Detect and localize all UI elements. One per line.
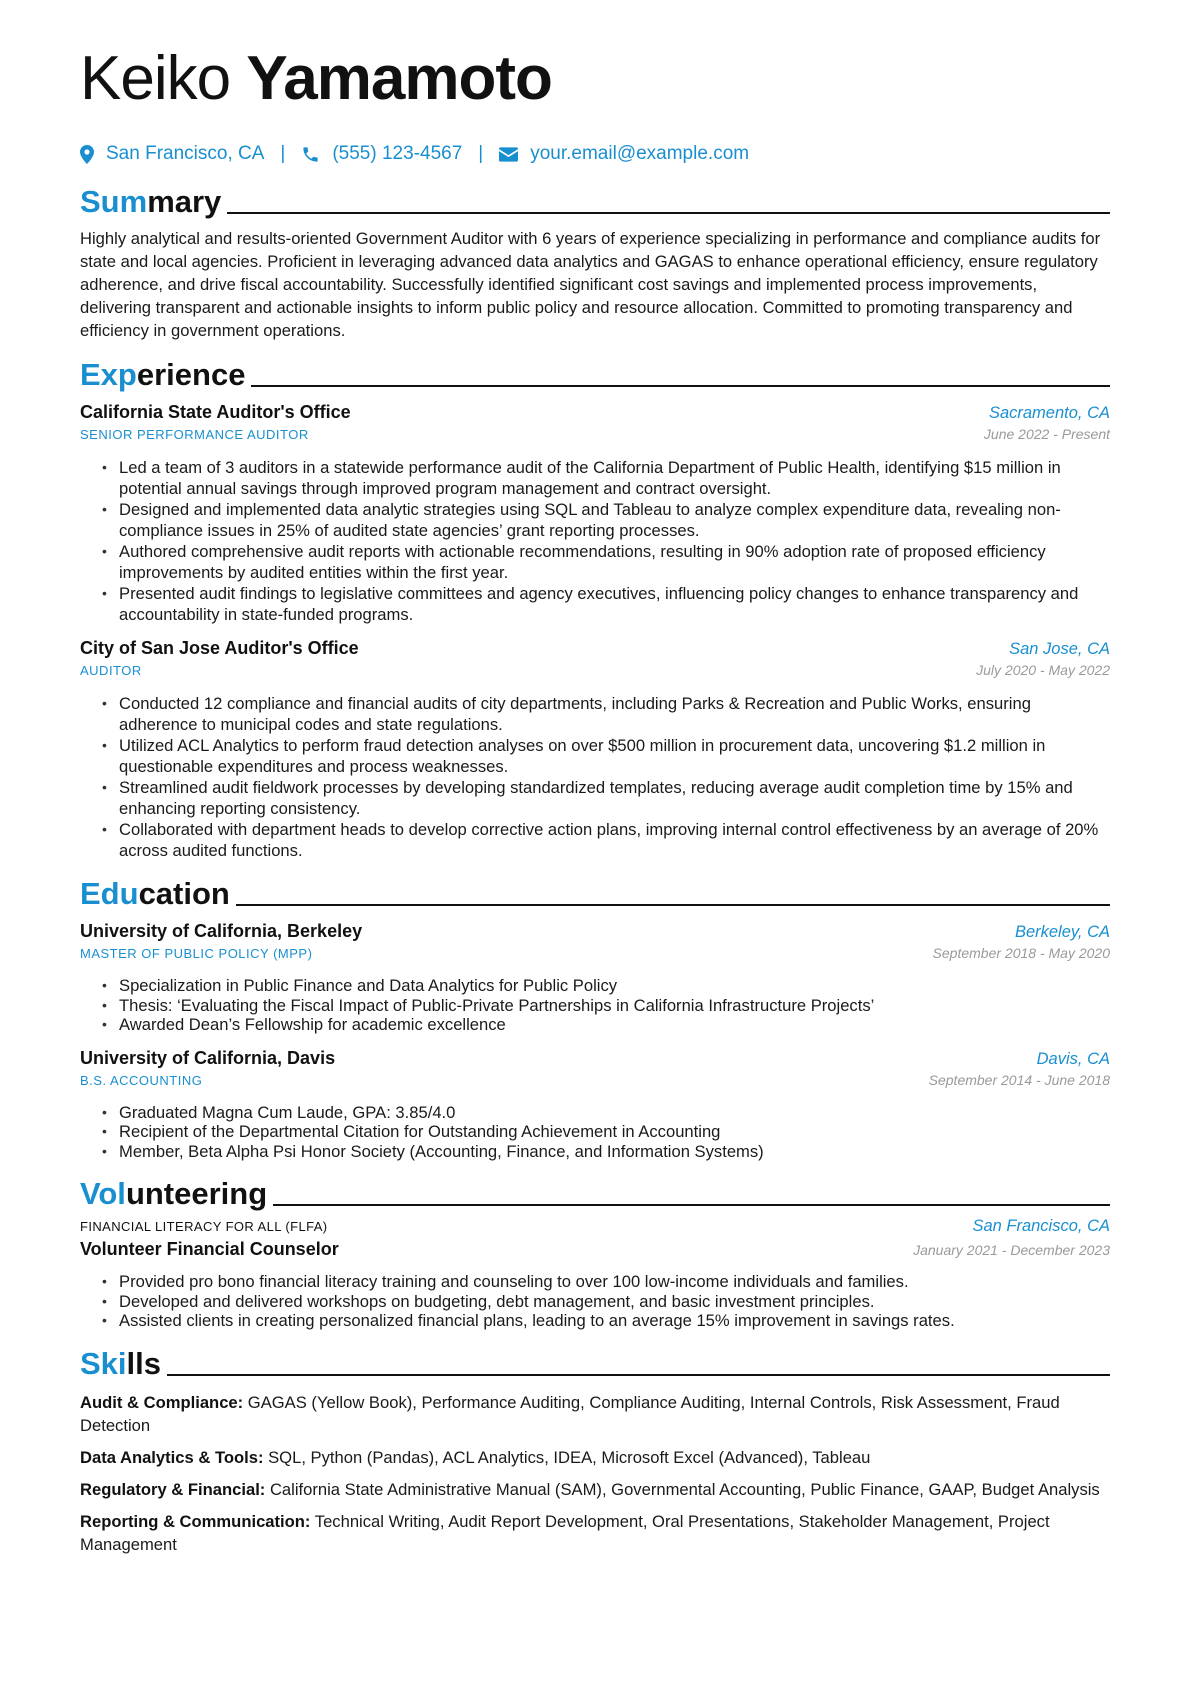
volunteering-entry <box>80 1216 1110 1331</box>
experience-entry <box>80 401 1110 625</box>
section-divider <box>167 1374 1110 1376</box>
skill-line <box>80 1510 1110 1556</box>
bullet-item: • Member, Beta Alpha Psi Honor Society (Accounting, Finance, and Information Systems) <box>102 1142 1110 1162</box>
entry-date: June 2022 - Present <box>983 426 1110 442</box>
summary-text: Highly analytical and results-oriented Government Auditor with 6 years of experience specializing in performance and compliance audits for state and local agencies. Proficient in leveraging advanced data analytics and GAGAS to enhance operational efficiency, ensure regulatory adherence, and drive fiscal accountability. Successfully identified significant cost savings and implemented process improvements, delivering transparent and actionable insights to inform public policy and resource allocation. Committed to promoting transparency and efficiency in government operations. <box>80 229 1101 340</box>
bullet-item: • Specialization in Public Finance and Data Analytics for Public Policy <box>102 976 1110 996</box>
entry-location: Davis, CA <box>1036 1049 1110 1068</box>
section-header <box>80 180 1110 220</box>
bullet-item: • Led a team of 3 auditors in a statewide performance audit of the California Department of Public Health, identifying $15 million in potential annual savings through improved program management and contract oversight. <box>102 457 1110 499</box>
entry-date: September 2018 - May 2020 <box>932 945 1110 961</box>
degree: MASTER OF PUBLIC POLICY (MPP) <box>80 946 313 961</box>
entry-location: Sacramento, CA <box>988 404 1110 422</box>
volunteer-organization: FINANCIAL LITERACY FOR ALL (FLFA) <box>80 1219 328 1234</box>
first-name: Keiko <box>80 44 231 113</box>
skill-text: Technical Writing, Audit Report Development, Oral Presentations, Stakeholder Management, Project Management <box>80 1511 1050 1554</box>
education-entry <box>80 920 1110 1035</box>
employer-name: City of San Jose Auditor's Office <box>80 638 359 658</box>
experience-entry <box>80 637 1110 861</box>
phone-text: (555) 123-4567 <box>332 143 463 164</box>
section-title-summary: Summary <box>80 184 222 219</box>
skills-section <box>80 1342 1110 1556</box>
skill-line <box>80 1478 1110 1501</box>
candidate-name <box>80 42 1110 116</box>
bullet-list <box>80 1103 1110 1162</box>
skill-label: Data Analytics & Tools: <box>80 1447 264 1467</box>
map-pin-icon <box>80 145 94 164</box>
volunteer-role: Volunteer Financial Counselor <box>80 1239 339 1259</box>
contact-phone[interactable] <box>301 143 462 165</box>
bullet-item: • Utilized ACL Analytics to perform fraud detection analyses on over $500 million in procurement data, uncovering $1.2 million in questionable expenditures and process weaknesses. <box>102 735 1110 777</box>
skill-text: California State Administrative Manual (SAM), Governmental Accounting, Public Finance, GAAP, Budget Analysis <box>265 1479 1100 1499</box>
phone-icon <box>301 145 320 164</box>
skill-text: GAGAS (Yellow Book), Performance Auditing, Compliance Auditing, Internal Controls, Risk Assessment, Fraud Detection <box>80 1392 1060 1435</box>
experience-section <box>80 353 1110 861</box>
contact-separator: | <box>478 143 484 164</box>
school-name: University of California, Davis <box>80 1047 336 1068</box>
job-title: SENIOR PERFORMANCE AUDITOR <box>80 427 309 442</box>
bullet-item: • Authored comprehensive audit reports with actionable recommendations, resulting in 90% adoption rate of proposed efficiency improvements by audited entities within the first year. <box>102 541 1110 583</box>
section-header <box>80 872 1110 912</box>
section-divider <box>236 904 1110 906</box>
bullet-item: • Graduated Magna Cum Laude, GPA: 3.85/4.0 <box>102 1103 1110 1123</box>
section-title-education: Education <box>80 876 230 911</box>
section-divider <box>227 212 1110 214</box>
bullet-item: • Presented audit findings to legislative committees and agency executives, influencing policy changes to enhance transparency and accountability in state-funded programs. <box>102 583 1110 625</box>
degree: B.S. ACCOUNTING <box>80 1072 203 1088</box>
location-text: San Francisco, CA <box>106 143 265 164</box>
education-section <box>80 872 1110 1161</box>
bullet-item: • Developed and delivered workshops on budgeting, debt management, and basic investment principles. <box>102 1292 1110 1312</box>
bullet-list <box>80 976 1110 1035</box>
summary-section <box>80 180 1110 342</box>
section-title-volunteering: Volunteering <box>80 1176 268 1211</box>
entry-location: Berkeley, CA <box>1014 923 1110 941</box>
bullet-item: • Provided pro bono financial literacy training and counseling to over 100 low-income individuals and families. <box>102 1272 1110 1292</box>
entry-location: San Jose, CA <box>1009 640 1110 658</box>
bullet-item: • Collaborated with department heads to develop corrective action plans, improving internal control effectiveness by an average of 20% across audited functions. <box>102 819 1110 861</box>
section-header <box>80 353 1110 393</box>
bullet-item: • Designed and implemented data analytic strategies using SQL and Tableau to analyze complex expenditure data, revealing non-compliance issues in 25% of audited state agencies’ grant reporting processes. <box>102 499 1110 541</box>
bullet-item: • Thesis: ‘Evaluating the Fiscal Impact of Public-Private Partnerships in California Infrastructure Projects’ <box>102 996 1110 1016</box>
bullet-list <box>80 457 1110 625</box>
entry-location: San Francisco, CA <box>972 1217 1110 1235</box>
bullet-item: • Streamlined audit fieldwork processes by developing standardized templates, reducing average audit completion time by 15% and enhancing reporting consistency. <box>102 777 1110 819</box>
volunteering-section <box>80 1172 1110 1331</box>
section-divider <box>251 385 1110 387</box>
employer-name: California State Auditor's Office <box>80 402 351 422</box>
entry-date: September 2014 - June 2018 <box>928 1071 1110 1088</box>
email-link: your.email@example.com <box>530 143 750 164</box>
bullet-list <box>80 693 1110 861</box>
contact-separator: | <box>280 143 286 164</box>
entry-date: January 2021 - December 2023 <box>913 1242 1110 1258</box>
section-header <box>80 1342 1110 1382</box>
contact-email[interactable] <box>499 143 749 165</box>
skill-line <box>80 1391 1110 1437</box>
bullet-item: • Recipient of the Departmental Citation for Outstanding Achievement in Accounting <box>102 1122 1110 1142</box>
envelope-icon <box>499 147 518 162</box>
skill-label: Regulatory & Financial: <box>80 1479 266 1499</box>
section-divider <box>273 1204 1110 1206</box>
job-title: AUDITOR <box>80 663 142 678</box>
section-title-experience: Experience <box>80 357 246 392</box>
entry-date: July 2020 - May 2022 <box>976 662 1110 678</box>
section-title-skills: Skills <box>80 1345 161 1381</box>
contact-location <box>80 143 264 165</box>
skill-line <box>80 1446 1110 1469</box>
skill-text: SQL, Python (Pandas), ACL Analytics, IDEA, Microsoft Excel (Advanced), Tableau <box>263 1447 871 1467</box>
bullet-item: • Awarded Dean’s Fellowship for academic excellence <box>102 1015 1110 1035</box>
skill-label: Audit & Compliance: <box>80 1392 244 1412</box>
section-header <box>80 1172 1110 1212</box>
bullet-item: • Conducted 12 compliance and financial audits of city departments, including Parks & Recreation and Public Works, ensuring adherence to municipal codes and state regulations. <box>102 693 1110 735</box>
bullet-item: • Assisted clients in creating personalized financial plans, leading to an average 15% improvement in savings rates. <box>102 1311 1110 1331</box>
last-name: Yamamoto <box>246 44 552 113</box>
education-entry <box>80 1047 1110 1162</box>
contact-bar <box>80 142 1110 166</box>
skill-label: Reporting & Communication: <box>80 1511 311 1531</box>
bullet-list <box>80 1272 1110 1331</box>
school-name: University of California, Berkeley <box>80 921 363 941</box>
